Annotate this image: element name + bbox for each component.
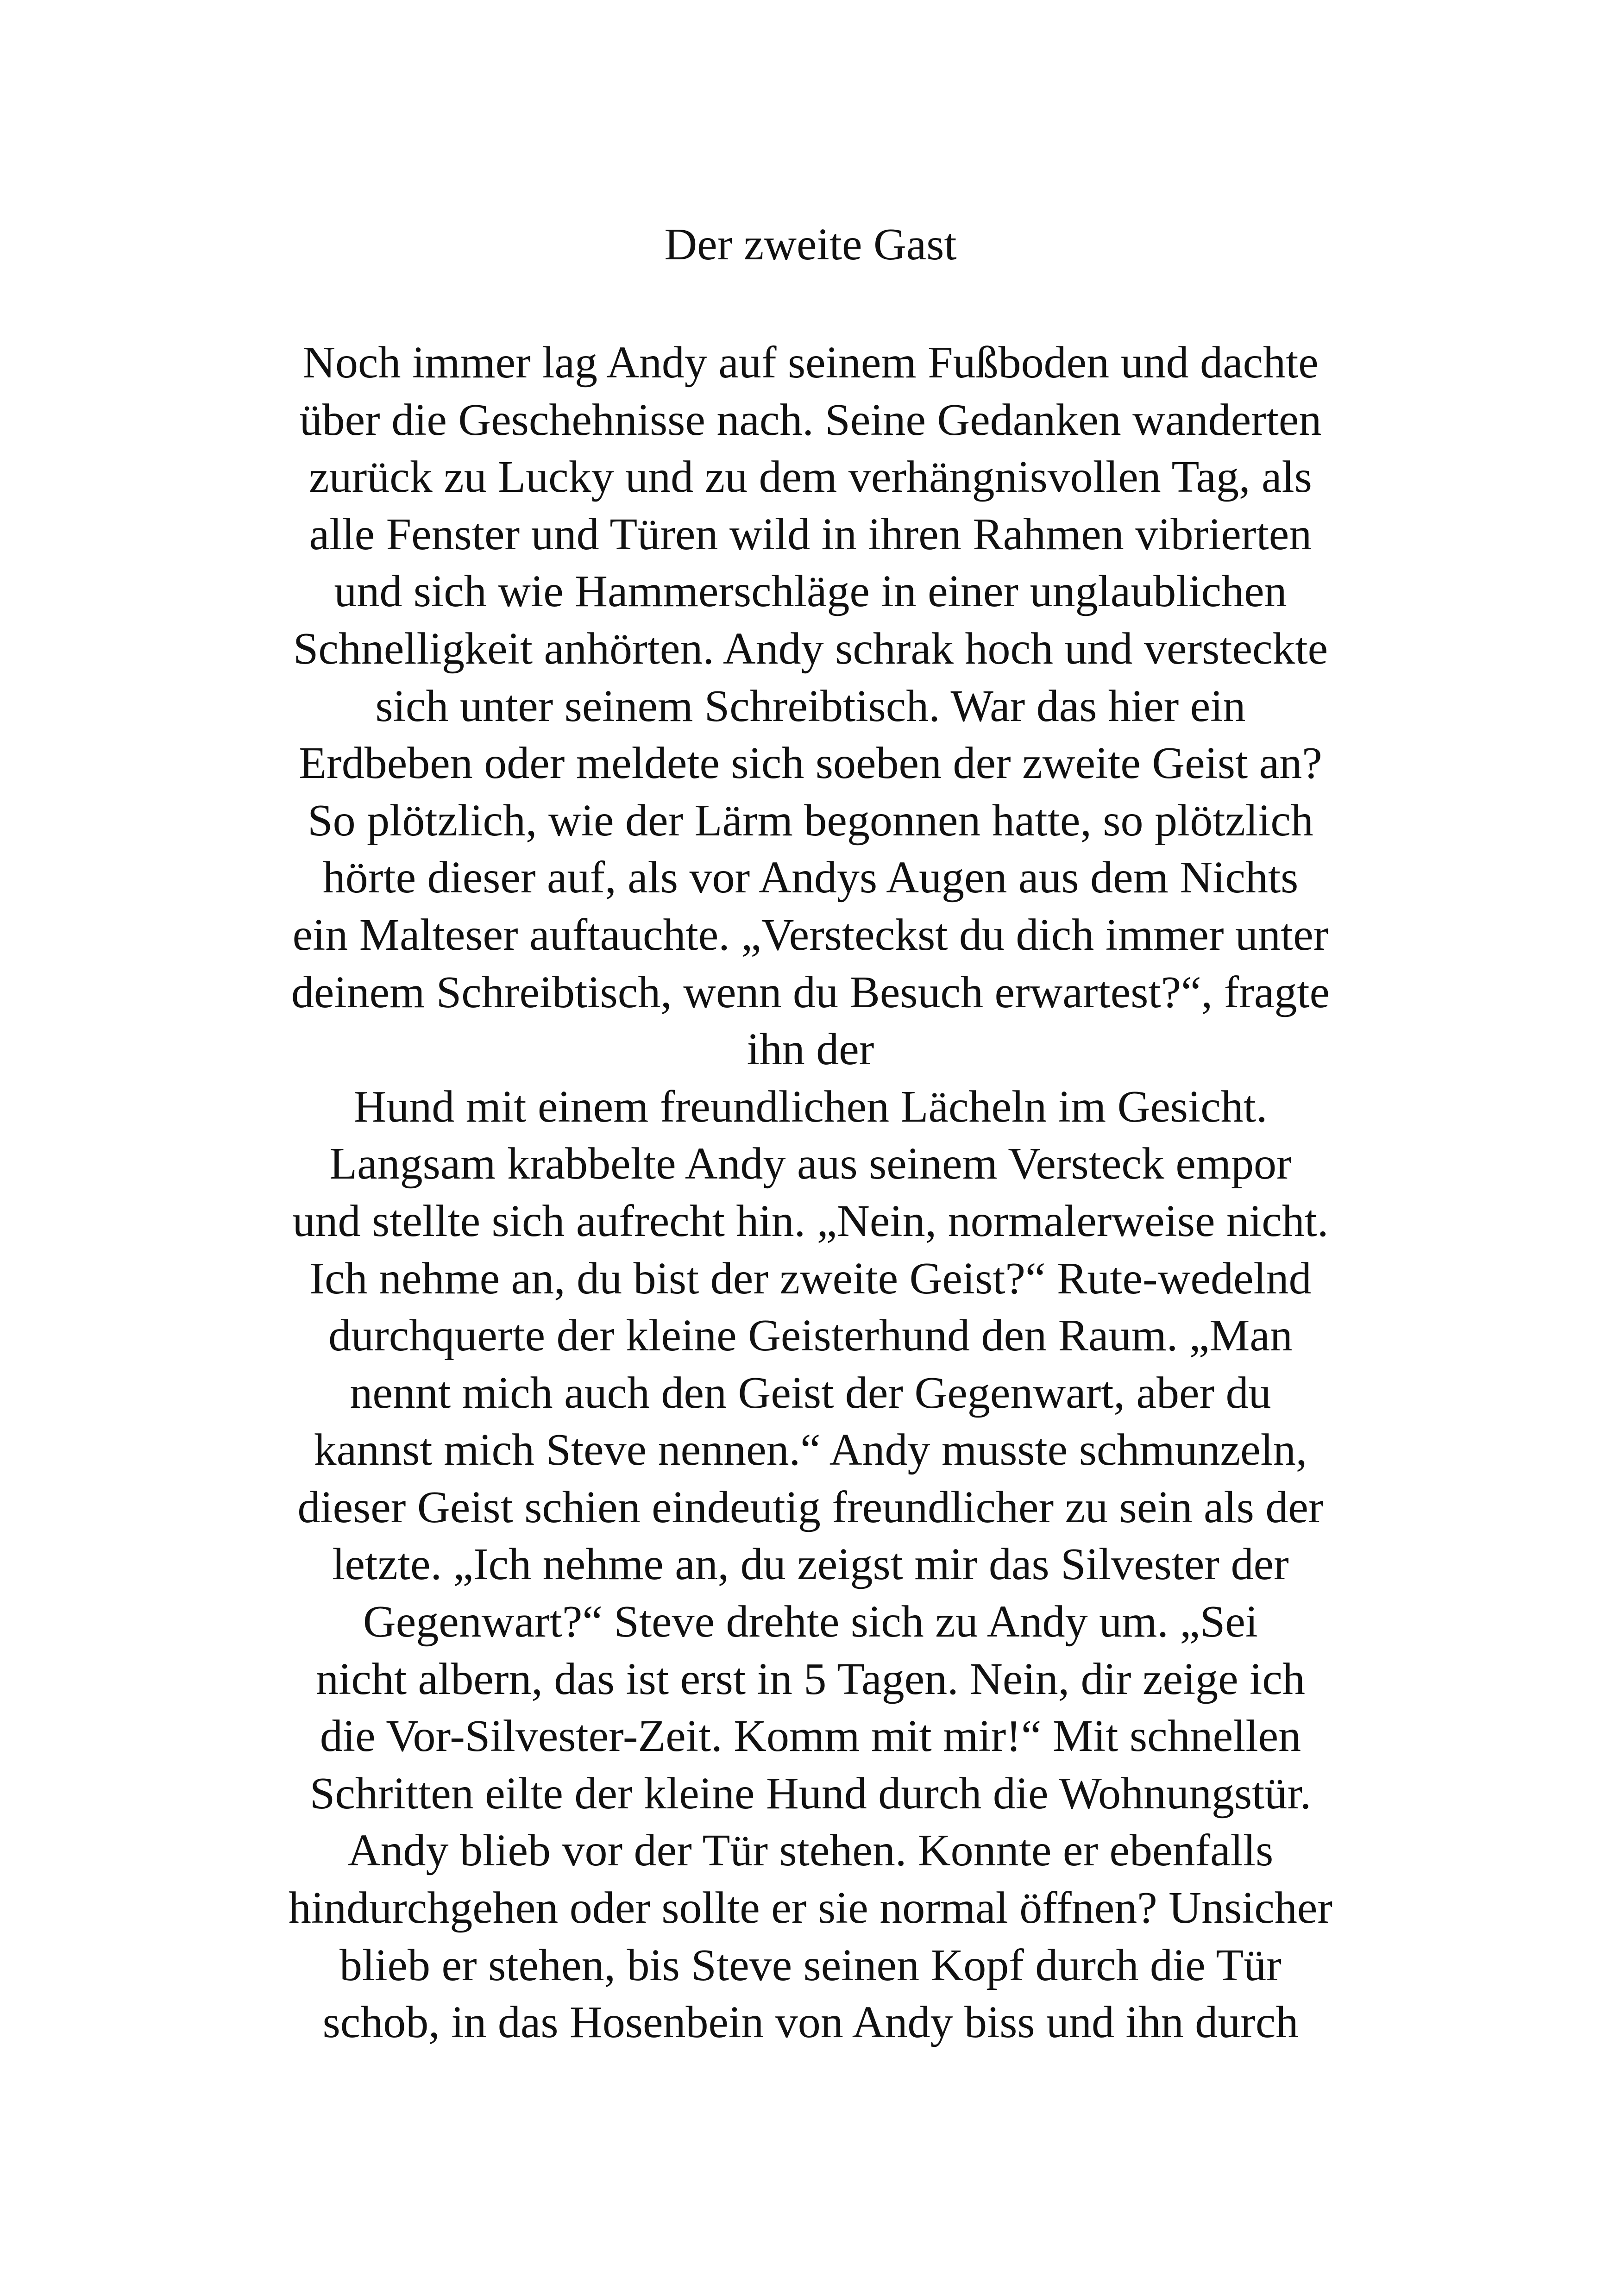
text-line: Gegenwart?“ Steve drehte sich zu Andy um. „Sei [363, 1597, 1258, 1647]
text-line: ein Malteser auftauchte. „Versteckst du dich immer unter [292, 910, 1329, 960]
text-line: und sich wie Hammerschläge in einer unglaublichen [334, 566, 1287, 617]
text-line: die Vor-Silvester-Zeit. Komm mit mir!“ Mit schnellen [320, 1711, 1301, 1762]
text-line: blieb er stehen, bis Steve seinen Kopf durch die Tür [339, 1940, 1282, 1990]
text-line: hörte dieser auf, als vor Andys Augen aus dem Nichts [322, 853, 1299, 903]
text-line: letzte. „Ich nehme an, du zeigst mir das Silvester der [332, 1539, 1289, 1590]
text-line: zurück zu Lucky und zu dem verhängnisvollen Tag, als [309, 452, 1312, 502]
text-line: deinem Schreibtisch, wenn du Besuch erwartest?“, fragte [291, 967, 1330, 1017]
text-line: Andy blieb vor der Tür stehen. Konnte er ebenfalls [347, 1826, 1274, 1876]
text-line: Erdbeben oder meldete sich soeben der zweite Geist an? [299, 738, 1322, 789]
text-line: schob, in das Hosenbein von Andy biss und ihn durch [322, 1997, 1299, 2048]
text-line: dieser Geist schien eindeutig freundlicher zu sein als der [297, 1482, 1324, 1532]
text-line: nicht albern, das ist erst in 5 Tagen. Nein, dir zeige ich [316, 1654, 1305, 1704]
text-line: alle Fenster und Türen wild in ihren Rahmen vibrierten [309, 509, 1312, 559]
text-line: sich unter seinem Schreibtisch. War das hier ein [375, 681, 1246, 731]
text-line: Schnelligkeit anhörten. Andy schrak hoch und versteckte [293, 623, 1328, 674]
text-line: nennt mich auch den Geist der Gegenwart, aber du [350, 1368, 1271, 1418]
text-line: Schritten eilte der kleine Hund durch die Wohnungstür. [309, 1768, 1312, 1819]
text-line: Noch immer lag Andy auf seinem Fußboden und dachte [302, 338, 1319, 388]
text-line: durchquerte der kleine Geisterhund den Raum. „Man [328, 1311, 1293, 1361]
text-line: über die Geschehnisse nach. Seine Gedanken wanderten [299, 395, 1322, 445]
chapter-title: Der zweite Gast [664, 220, 957, 270]
chapter-body [0, 334, 1621, 2051]
text-line: Langsam krabbelte Andy aus seinem Versteck empor [329, 1139, 1292, 1189]
text-line: So plötzlich, wie der Lärm begonnen hatte, so plötzlich [308, 795, 1313, 846]
text-line: Ich nehme an, du bist der zweite Geist?“ Rute-wedelnd [309, 1253, 1312, 1304]
text-line: Hund mit einem freundlichen Lächeln im Gesicht. [353, 1081, 1268, 1132]
text-line: kannst mich Steve nennen.“ Andy musste schmunzeln, [314, 1425, 1307, 1475]
text-line: ihn der [747, 1024, 874, 1075]
text-line: hindurchgehen oder sollte er sie normal öffnen? Unsicher [288, 1883, 1333, 1933]
text-line: und stellte sich aufrecht hin. „Nein, normalerweise nicht. [292, 1196, 1329, 1246]
